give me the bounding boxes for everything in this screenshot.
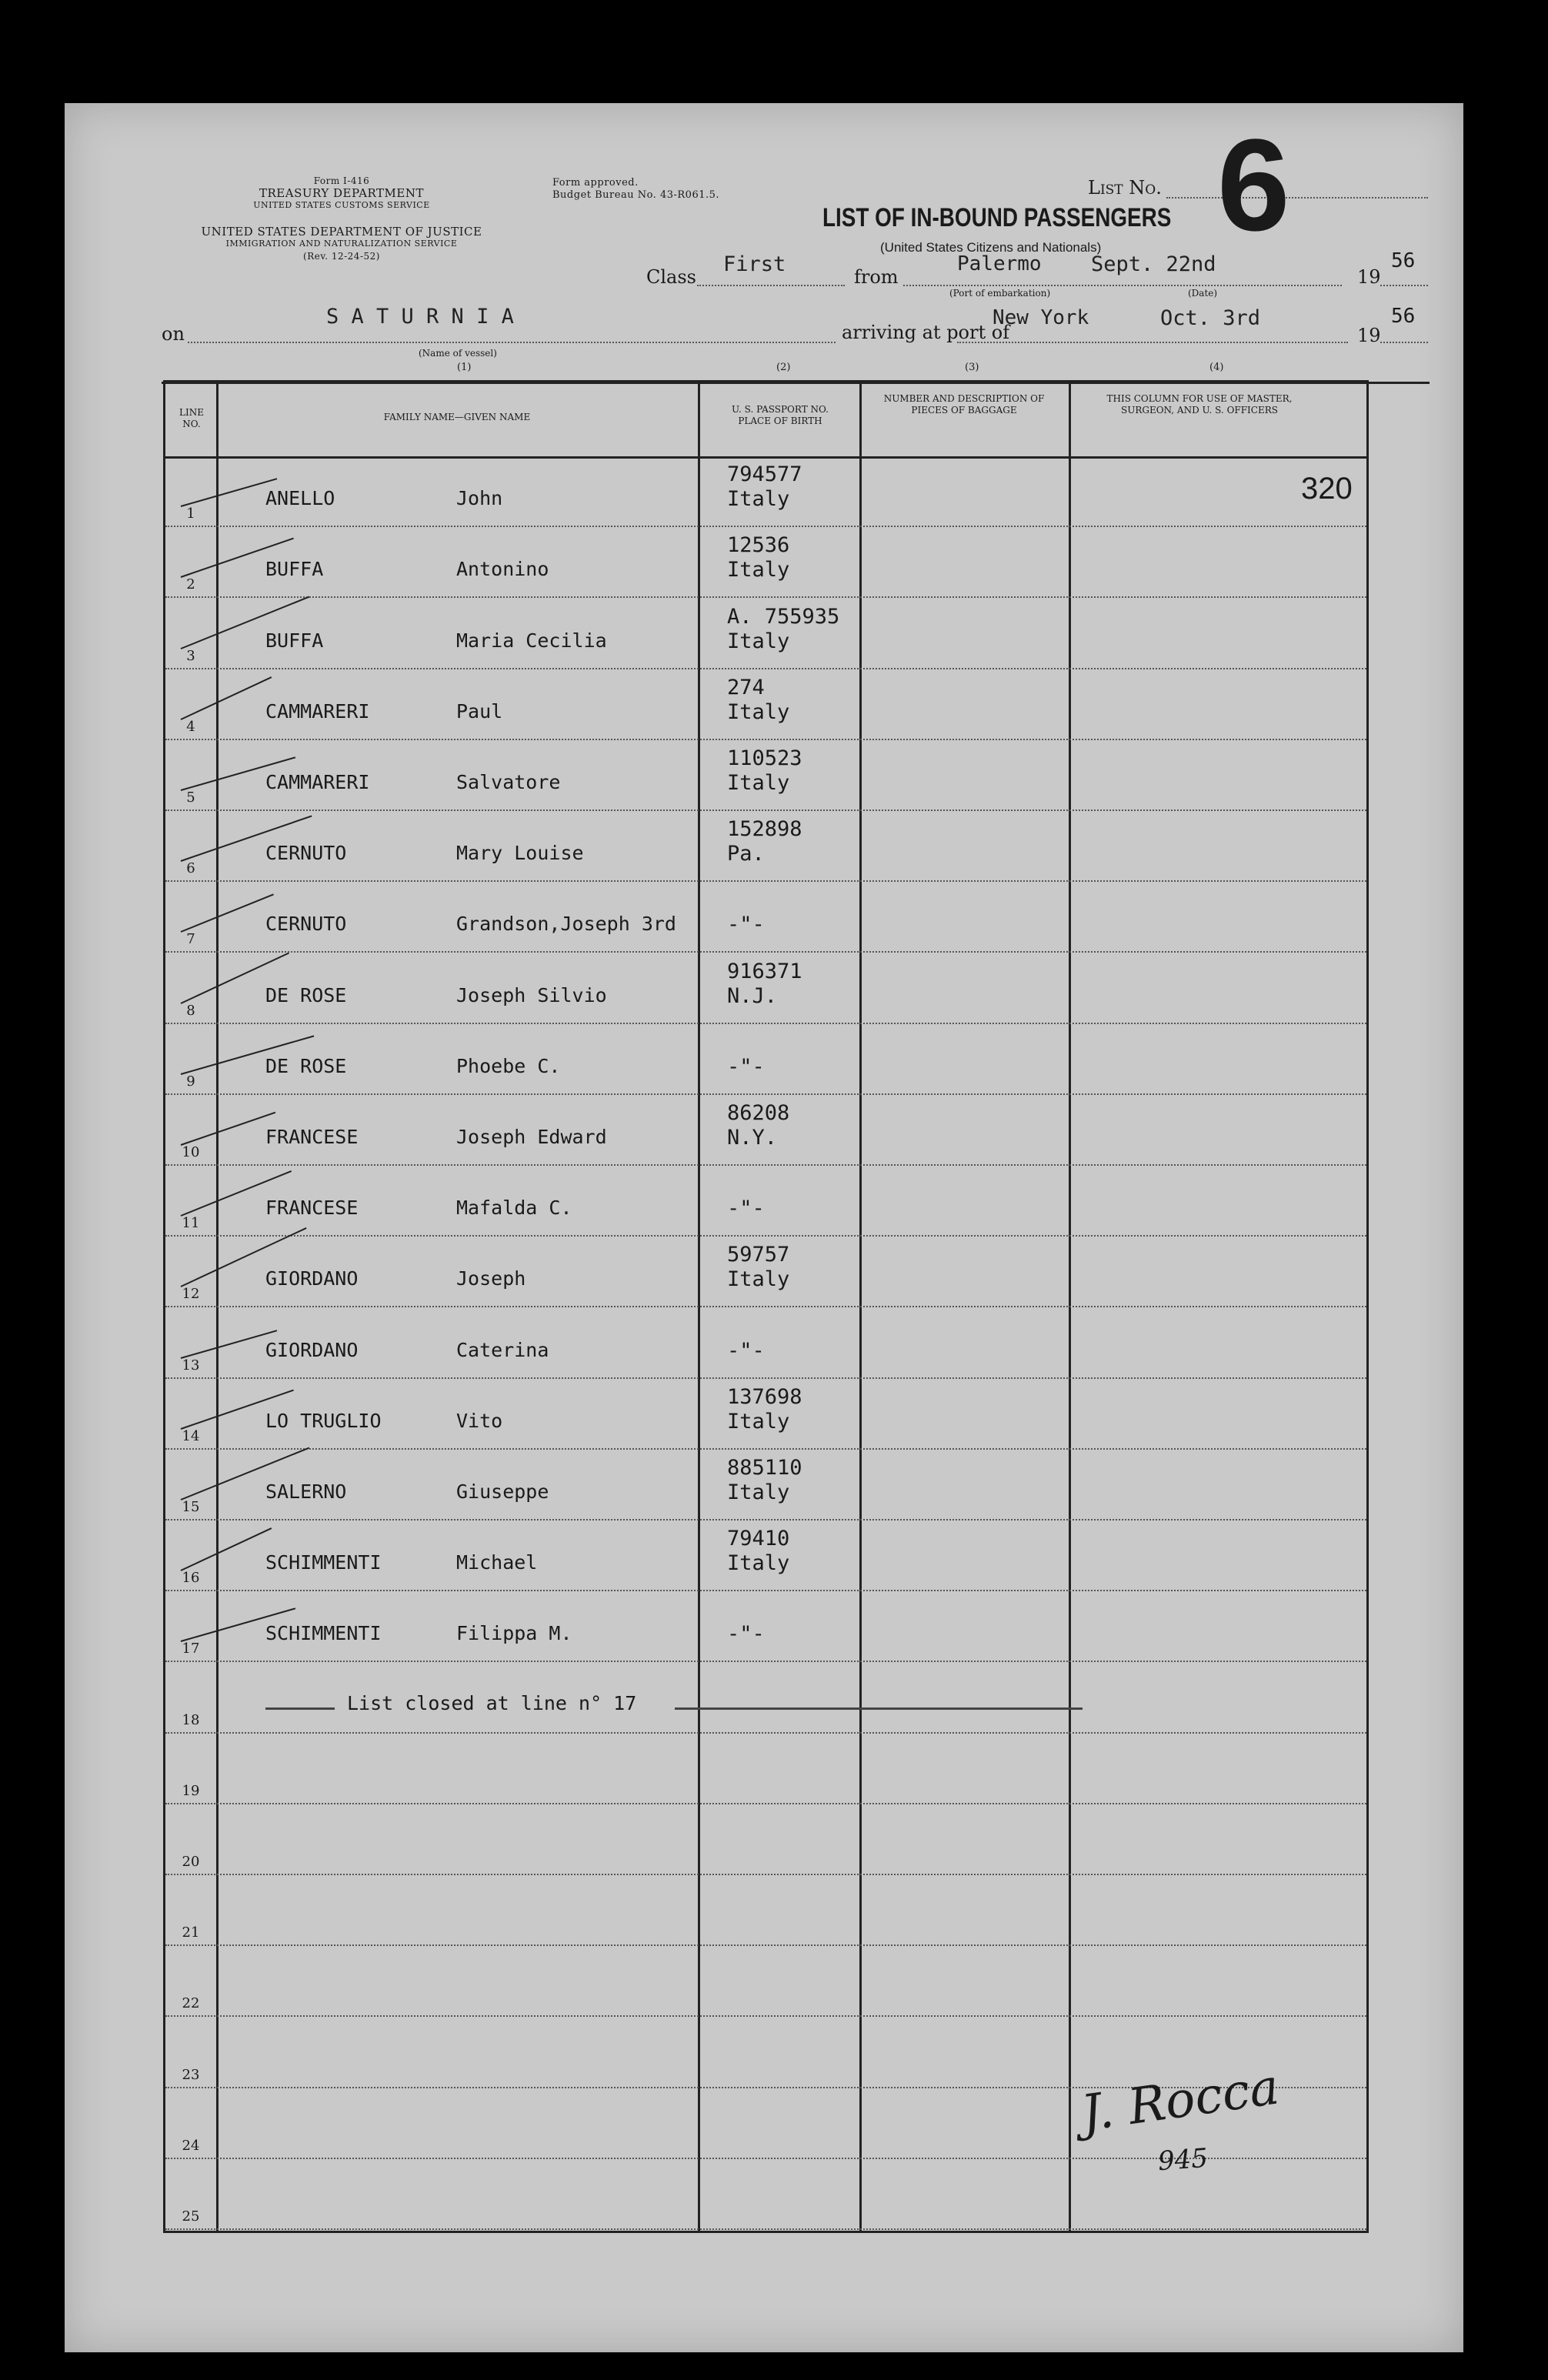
header-baggage: NUMBER AND DESCRIPTION OF PIECES OF BAGGAGE [883, 393, 1045, 416]
arrival-line [957, 342, 1348, 343]
row-place-of-birth: N.J. [727, 983, 778, 1008]
row-family-name: FRANCESE [265, 1197, 359, 1220]
row-line-number: 17 [182, 1641, 200, 1657]
col-num-1: (1) [457, 362, 472, 373]
row-given-name: Giuseppe [456, 1480, 549, 1503]
table-row [165, 1946, 1366, 2017]
row-passport-no: 12536 [727, 533, 790, 558]
check-mark [181, 1112, 276, 1146]
row-rule [165, 2228, 1366, 2230]
row-family-name: SCHIMMENTI [265, 1551, 382, 1574]
table-row [165, 1307, 1366, 1378]
row-family-name: BUFFA [265, 629, 324, 652]
passenger-table [163, 380, 1369, 2233]
row-line-number: 5 [186, 789, 195, 806]
row-line-number: 16 [182, 1570, 200, 1587]
row-passport-no: 794577 [727, 462, 802, 487]
row-given-name: Salvatore [456, 770, 561, 793]
revision: (Rev. 12-24-52) [303, 251, 380, 262]
row-family-name: DE ROSE [265, 983, 347, 1006]
row-family-name: FRANCESE [265, 1125, 359, 1148]
depart-year: 56 [1391, 249, 1416, 272]
row-family-name: SALERNO [265, 1480, 347, 1503]
row-line-number: 8 [186, 1002, 195, 1019]
row-place-of-birth: Italy [727, 770, 790, 795]
row-passport-no: 79410 [727, 1527, 790, 1551]
row-place-of-birth: -"- [727, 1197, 765, 1221]
row-passport-no: 86208 [727, 1100, 790, 1125]
row-given-name: Phoebe C. [456, 1054, 561, 1077]
row-given-name: Antonino [456, 558, 549, 581]
date-caption: (Date) [1188, 288, 1218, 299]
row-line-number: 19 [182, 1782, 200, 1799]
arrival-date: Oct. 3rd [1160, 306, 1261, 330]
row-line-number: 2 [186, 576, 195, 593]
departure-date: Sept. 22nd [1091, 252, 1216, 276]
row-family-name: SCHIMMENTI [265, 1622, 382, 1645]
row-line-number: 12 [182, 1286, 200, 1303]
class-value: First [723, 252, 786, 276]
col-num-4: (4) [1209, 362, 1224, 373]
header-passport: U. S. PASSPORT NO. PLACE OF BIRTH [732, 404, 829, 426]
row-family-name: GIORDANO [265, 1267, 359, 1290]
check-mark [181, 676, 272, 720]
row-given-name: John [456, 487, 503, 510]
treasury-dept: TREASURY DEPARTMENT [259, 186, 424, 200]
closing-dash-left [265, 1707, 335, 1710]
table-row [165, 811, 1366, 882]
page-subtitle: (United States Citizens and Nationals) [880, 240, 1102, 255]
on-label: on [162, 323, 185, 345]
row-given-name: Filippa M. [456, 1622, 572, 1645]
vessel-line [188, 342, 836, 343]
table-row [165, 1591, 1366, 1662]
list-no-line [1166, 197, 1428, 199]
row-given-name: Michael [456, 1551, 538, 1574]
table-row [165, 1237, 1366, 1307]
row-given-name: Joseph [456, 1267, 526, 1290]
list-no-label: List No. [1088, 177, 1162, 199]
depart-year-prefix: 19 [1357, 266, 1381, 288]
table-row [165, 669, 1366, 740]
table-row [165, 1024, 1366, 1095]
row-given-name: Caterina [456, 1338, 549, 1361]
row-line-number: 18 [182, 1711, 200, 1728]
row-given-name: Mary Louise [456, 842, 584, 865]
page-title: LIST OF IN-BOUND PASSENGERS [822, 203, 1172, 232]
row-given-name: Vito [456, 1409, 503, 1432]
arrival-port: New York [993, 306, 1089, 329]
row-place-of-birth: Italy [727, 558, 790, 582]
row-line-number: 23 [182, 2066, 200, 2083]
officer-signature: J. Rocca [1078, 2058, 1283, 2143]
table-row [165, 1520, 1366, 1591]
table-row [165, 1095, 1366, 1166]
check-mark [181, 894, 274, 933]
row-place-of-birth: Italy [727, 1551, 790, 1576]
row-passport-no: 137698 [727, 1384, 802, 1409]
row-line-number: 3 [186, 647, 195, 664]
col-num-2: (2) [776, 362, 791, 373]
table-row [165, 1734, 1366, 1804]
row-given-name: Joseph Silvio [456, 983, 607, 1006]
header-officers: THIS COLUMN FOR USE OF MASTER, SURGEON, AND U. S. OFFICERS [1106, 393, 1293, 416]
row-line-number: 21 [182, 1924, 200, 1941]
table-row [165, 1379, 1366, 1450]
row-place-of-birth: Italy [727, 487, 790, 512]
row-family-name: CAMMARERI [265, 770, 370, 793]
row-line-number: 13 [182, 1357, 200, 1374]
closing-note: List closed at line n° 17 [347, 1692, 637, 1714]
row-line-number: 22 [182, 1995, 200, 2012]
row-place-of-birth: Italy [727, 699, 790, 724]
vessel-caption: (Name of vessel) [419, 348, 497, 359]
table-row [165, 527, 1366, 598]
table-row [165, 598, 1366, 669]
row-place-of-birth: Italy [727, 1267, 790, 1292]
check-mark [181, 1527, 272, 1571]
row-place-of-birth: -"- [727, 1054, 765, 1079]
arrival-year-prefix: 19 [1357, 325, 1381, 346]
table-row [165, 740, 1366, 811]
row-passport-no: 110523 [727, 746, 802, 770]
check-mark [181, 478, 278, 507]
port-caption: (Port of embarkation) [949, 288, 1051, 299]
justice-dept: UNITED STATES DEPARTMENT OF JUSTICE [201, 225, 482, 239]
header-line-no: LINE NO. [179, 407, 204, 429]
row-given-name: Paul [456, 699, 503, 723]
row-passport-no: 59757 [727, 1243, 790, 1267]
stamp-number: 320 [1301, 472, 1353, 506]
row-line-number: 6 [186, 860, 195, 877]
row-family-name: CAMMARERI [265, 699, 370, 723]
row-family-name: DE ROSE [265, 1054, 347, 1077]
row-place-of-birth: Pa. [727, 842, 765, 866]
row-line-number: 25 [182, 2208, 200, 2225]
row-family-name: GIORDANO [265, 1338, 359, 1361]
table-row [165, 1166, 1366, 1237]
row-place-of-birth: Italy [727, 1409, 790, 1434]
row-place-of-birth: -"- [727, 913, 765, 937]
row-family-name: ANELLO [265, 487, 335, 510]
row-line-number: 1 [186, 506, 195, 522]
row-line-number: 4 [186, 718, 195, 735]
arrival-year: 56 [1391, 305, 1416, 328]
row-line-number: 10 [182, 1143, 200, 1160]
row-place-of-birth: Italy [727, 1480, 790, 1504]
row-passport-no: 885110 [727, 1455, 802, 1480]
from-line [903, 285, 1342, 286]
row-place-of-birth: -"- [727, 1622, 765, 1647]
row-passport-no: 916371 [727, 959, 802, 983]
check-mark [181, 1330, 278, 1359]
row-place-of-birth: Italy [727, 629, 790, 653]
row-line-number: 11 [182, 1215, 200, 1232]
col-num-3: (3) [965, 362, 979, 373]
form-approved: Form approved. [552, 177, 639, 189]
arrival-year-line [1380, 342, 1428, 343]
row-line-number: 20 [182, 1853, 200, 1870]
table-row [165, 1662, 1366, 1733]
row-given-name: Mafalda C. [456, 1197, 572, 1220]
row-given-name: Grandson,Joseph 3rd [456, 913, 676, 936]
row-family-name: BUFFA [265, 558, 324, 581]
row-family-name: CERNUTO [265, 913, 347, 936]
table-row [165, 456, 1366, 527]
row-line-number: 9 [186, 1073, 195, 1090]
table-row [165, 1804, 1366, 1875]
budget-bureau: Budget Bureau No. 43-R061.5. [552, 189, 720, 201]
table-row [165, 953, 1366, 1023]
officer-signature-number: 945 [1156, 2142, 1209, 2178]
vessel-name: S A T U R N I A [326, 305, 514, 329]
header-name: FAMILY NAME—GIVEN NAME [383, 412, 531, 422]
row-passport-no: A. 755935 [727, 604, 840, 629]
class-line [697, 285, 845, 286]
row-line-number: 7 [186, 931, 195, 948]
table-row [165, 1875, 1366, 1946]
from-label: from [854, 266, 899, 288]
from-port: Palermo [957, 252, 1042, 275]
depart-year-line [1380, 285, 1428, 286]
row-family-name: CERNUTO [265, 842, 347, 865]
row-line-number: 24 [182, 2137, 200, 2154]
table-row [165, 882, 1366, 953]
row-passport-no: 152898 [727, 817, 802, 842]
customs-service: UNITED STATES CUSTOMS SERVICE [253, 200, 430, 210]
table-row [165, 1450, 1366, 1520]
row-given-name: Maria Cecilia [456, 629, 607, 652]
row-place-of-birth: -"- [727, 1338, 765, 1363]
closing-dash-right [675, 1707, 1083, 1710]
row-line-number: 15 [182, 1498, 200, 1515]
ins-service: IMMIGRATION AND NATURALIZATION SERVICE [225, 239, 458, 249]
class-label: Class [646, 266, 696, 288]
arriving-label: arriving at port of [842, 322, 1010, 343]
form-number: Form I-416 [313, 175, 370, 186]
row-place-of-birth: N.Y. [727, 1125, 778, 1150]
row-family-name: LO TRUGLIO [265, 1409, 382, 1432]
row-line-number: 14 [182, 1427, 200, 1444]
row-given-name: Joseph Edward [456, 1125, 607, 1148]
list-number: 6 [1217, 112, 1290, 259]
row-passport-no: 274 [727, 675, 765, 699]
